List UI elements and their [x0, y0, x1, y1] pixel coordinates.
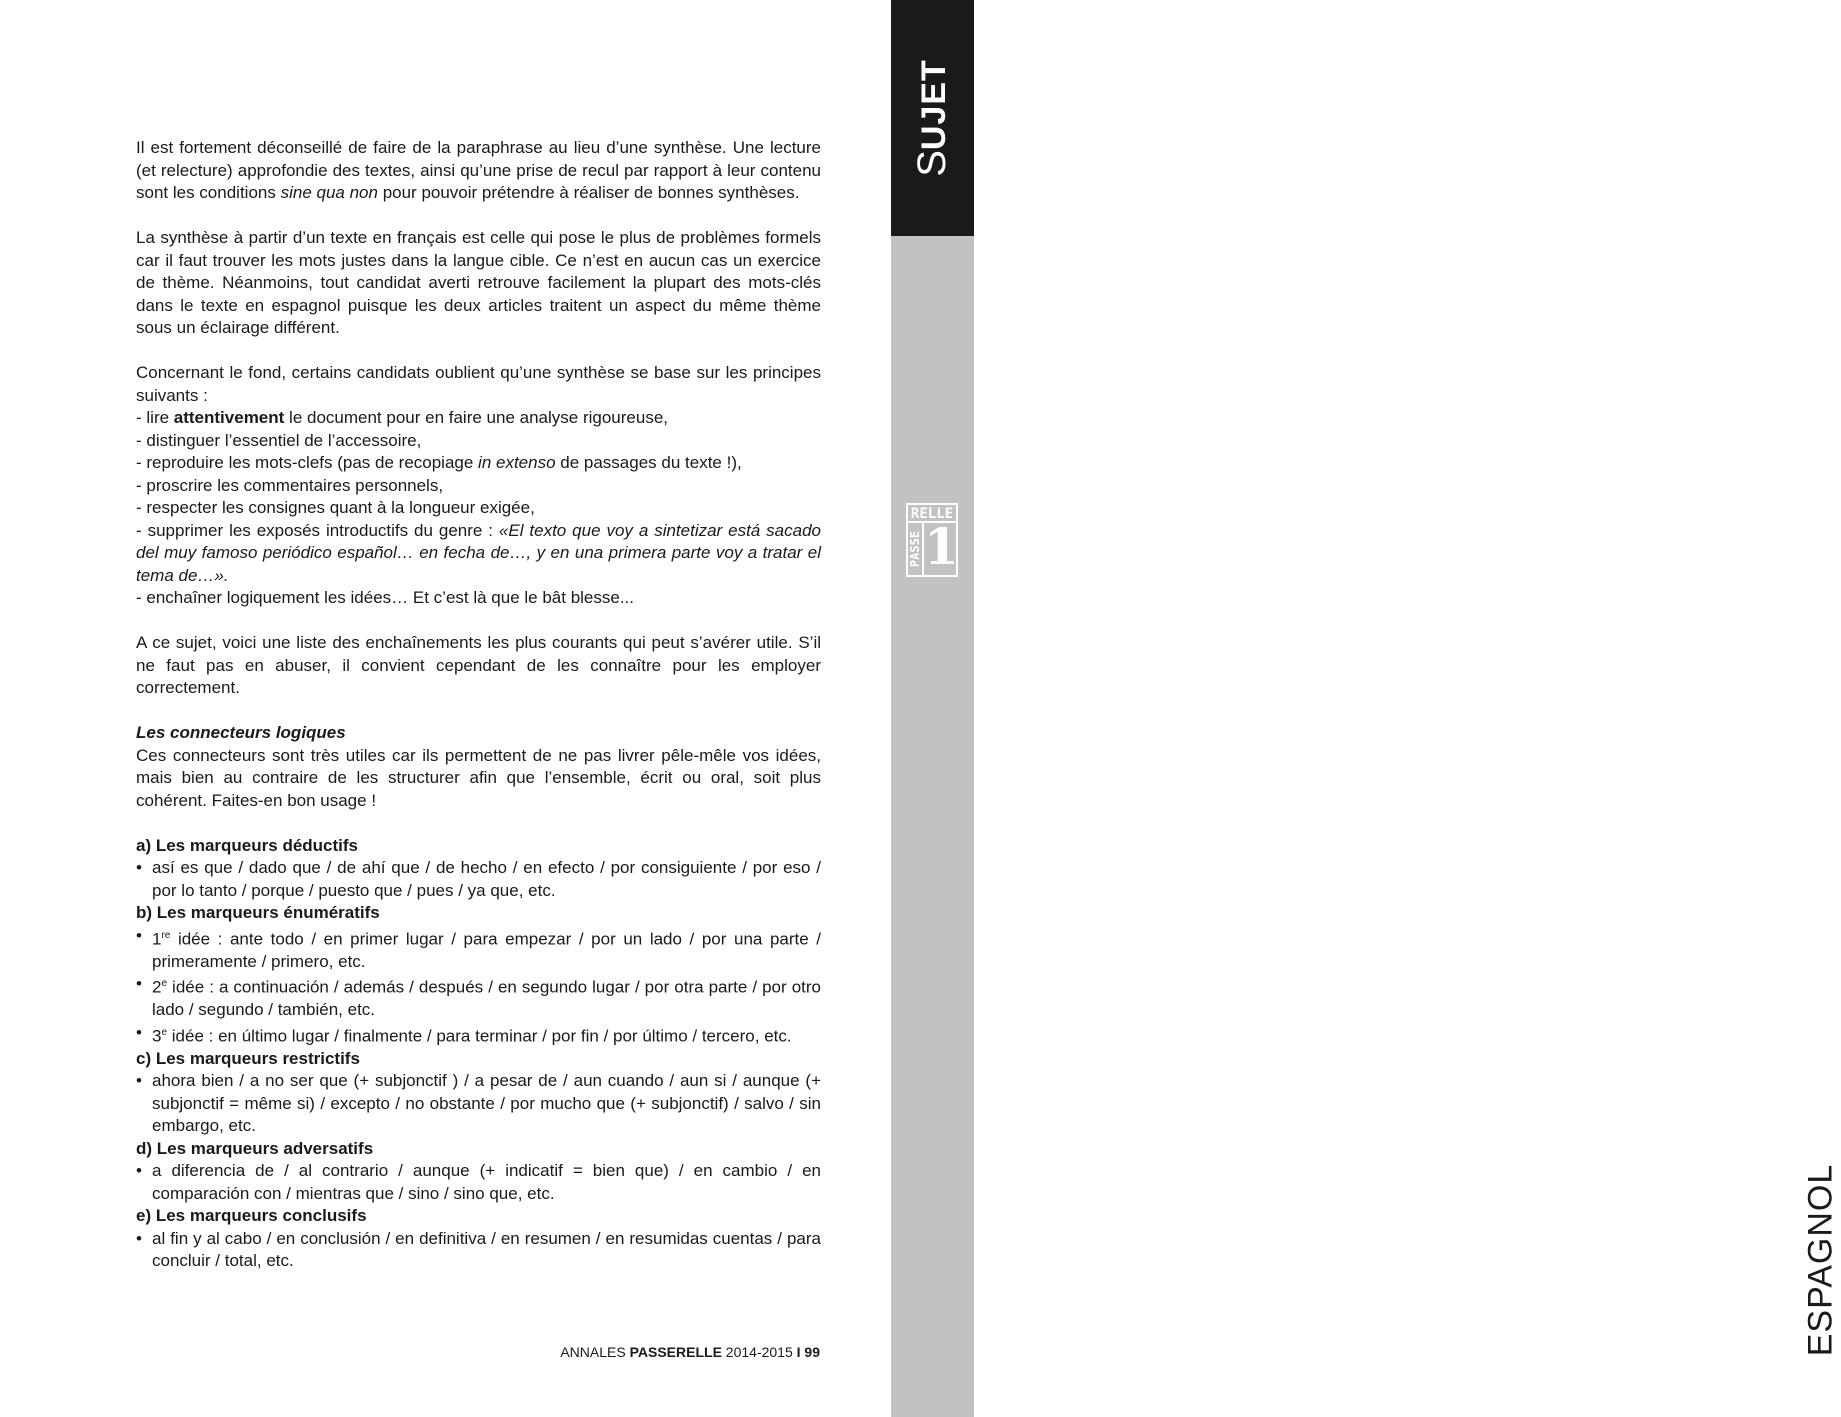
section-title: Les connecteurs logiques [136, 723, 346, 742]
marker-heading-b: b) Les marqueurs énumératifs [136, 903, 380, 922]
paragraph-5: Les connecteurs logiques Ces connecteurs sont très utiles car ils permettent de ne pas livrer pêle-mêle vos idées, mais bien au contraire de les structurer afin que l’ensemble, écrit ou oral, soit plus cohérent. Faites-en bon usage ! [136, 723, 821, 810]
logo-top-text: RELLE [908, 505, 956, 523]
principle-item: - distinguer l’essentiel de l’accessoire, [136, 430, 422, 450]
list-item: • 2e idée : a continuación / además / después / en segundo lugar / por otra parte / por otro lado / segundo / también, etc. [136, 973, 821, 1022]
subject-label: ESPAGNOL [1801, 1163, 1840, 1357]
section-tab [891, 0, 974, 236]
marker-heading-a: a) Les marqueurs déductifs [136, 835, 359, 855]
marker-heading-c: c) Les marqueurs restrictifs [136, 1048, 360, 1068]
principle-item: - supprimer les exposés introductifs du genre : «El texto que voy a sintetizar está sacado del muy famoso periódico español… en fecha de…, y en una primera parte voy a tratar el tema de…». [136, 520, 821, 585]
principle-item: - lire attentivement le document pour en faire une analyse rigoureuse, [136, 408, 668, 427]
marker-heading-e: e) Les marqueurs conclusifs [136, 1206, 367, 1226]
paragraph-2: La synthèse à partir d’un texte en français est celle qui pose le plus de problèmes formels car il faut trouver les mots justes dans la langue cible. Ce n’est en aucun cas un exercice de thème. Néanmoins, tout candidat averti retrouve facilement la plupart des mots-clés dans le texte en espagnol puisque les deux articles traitent un aspect du même thème sous un éclairage différent. [136, 228, 821, 337]
principle-item: - respecter les consignes quant à la longueur exigée, [136, 498, 535, 517]
paragraph-1: Il est fortement déconseillé de faire de la paraphrase au lieu d’une synthèse. Une lecture (et relecture) approfondie des textes, ainsi qu’une prise de recul par rapport à leur contenu sont les conditions sine qua non pour pouvoir prétendre à réaliser de bonnes synthèses. [136, 138, 821, 202]
page-number: 99 [800, 1344, 820, 1360]
principle-item: - proscrire les commentaires personnels, [136, 475, 444, 495]
page-footer: ANNALES PASSERELLE 2014-2015 I 99 [560, 1344, 820, 1360]
logo-side [908, 523, 924, 575]
list-item: • ahora bien / a no ser que (+ subjonctif ) / a pesar de / aun cuando / aun si / aunque (+ subjonctif = même si) / excepto / no obstante / por mucho que (+ subjonctif) / salvo / sin embargo, etc. [136, 1070, 821, 1138]
paragraph-3 [136, 362, 821, 610]
logo-side-text: PASSE [908, 530, 922, 568]
list-item: • a diferencia de / al contrario / aunque (+ indicatif = bien que) / en cambio / en comparación con / mientras que / sino / sino que, etc. [136, 1160, 821, 1205]
list-item: • 1re idée : ante todo / en primer lugar / para empezar / por un lado / por una parte / primeramente / primero, etc. [136, 925, 821, 974]
paragraph-4: A ce sujet, voici une liste des enchaînements les plus courants qui peut s’avérer utile. S’il ne faut pas en abuser, il convient cependant de les connaître pour les employer correctement. [136, 633, 821, 697]
section-label: SUJET [910, 59, 954, 177]
principles-intro: Concernant le fond, certains candidats oublient qu’une synthèse se base sur les principes suivants : [136, 363, 821, 405]
principle-item: - reproduire les mots-clefs (pas de recopiage in extenso de passages du texte !), [136, 453, 742, 472]
principle-item: - enchaîner logiquement les idées… Et c’est là que le bât blesse... [136, 588, 635, 607]
logo-number: 1 [924, 517, 959, 576]
list-item: • al fin y al cabo / en conclusión / en definitiva / en resumen / en resumidas cuentas / para concluir / total, etc. [136, 1228, 821, 1273]
right-sidebar [891, 0, 1840, 1417]
markers-list [136, 835, 821, 1273]
list-item: • así es que / dado que / de ahí que / de hecho / en efecto / por consiguiente / por eso / por lo tanto / porque / puesto que / pues / ya que, etc. [136, 857, 821, 902]
passerelle-logo [906, 503, 958, 577]
marker-heading-d: d) Les marqueurs adversatifs [136, 1138, 374, 1158]
list-item: • 3e idée : en último lugar / finalmente / para terminar / por fin / por último / tercero, etc. [136, 1022, 821, 1048]
main-content [136, 137, 821, 1273]
